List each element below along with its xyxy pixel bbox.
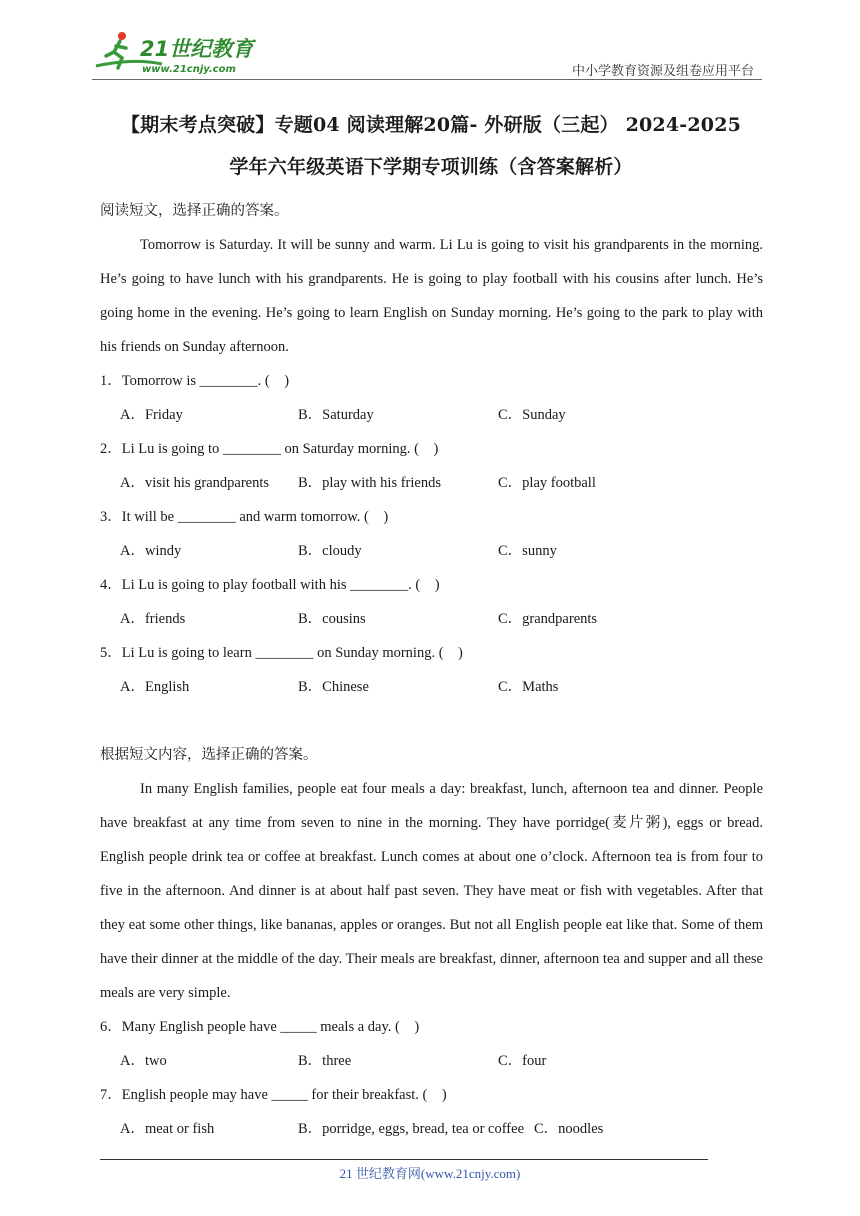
option-a[interactable]: A．meat or fish [120, 1121, 215, 1137]
logo-text: 21世纪教育 [140, 37, 254, 61]
question-2: 2．Li Lu is going to ________ on Saturday morning. ( ) [100, 441, 439, 457]
footer-divider [100, 1159, 708, 1160]
option-a[interactable]: A．Friday [120, 407, 183, 423]
option-c[interactable]: C．play football [498, 475, 596, 491]
option-c[interactable]: C．noodles [534, 1121, 604, 1137]
option-c[interactable]: C．Maths [498, 679, 559, 695]
option-b[interactable]: B．porridge, eggs, bread, tea or coffee [298, 1121, 525, 1137]
question-3-options [100, 534, 763, 568]
logo [92, 28, 262, 76]
question-6: 6．Many English people have _____ meals a day. ( ) [100, 1019, 420, 1035]
passage2-instruction: 根据短文内容，选择正确的答案。 [100, 747, 318, 763]
passage1-text: Tomorrow is Saturday. It will be sunny and warm. Li Lu is going to visit his grandparents in the morning. He’s going to have lunch with his grandparents. He is going to play football with his cousins after lunch. He’s going home in the evening. He’s going to learn English on Sunday morning. He’s going to the park to play with his friends on Sunday afternoon. [100, 237, 763, 355]
header-divider [92, 79, 762, 80]
document-body [100, 194, 763, 1146]
option-a[interactable]: A．friends [120, 611, 186, 627]
document-title [100, 104, 762, 188]
option-c[interactable]: C．grandparents [498, 611, 598, 627]
question-1: 1．Tomorrow is ________. ( ) [100, 373, 290, 389]
page-header [0, 0, 860, 80]
question-3: 3．It will be ________ and warm tomorrow. ( ) [100, 509, 389, 525]
platform-name: 中小学教育资源及组卷应用平台 [571, 63, 754, 78]
option-c[interactable]: C．sunny [498, 543, 557, 559]
passage1-instruction: 阅读短文，选择正确的答案。 [100, 203, 289, 219]
question-5-options [100, 670, 763, 704]
option-b[interactable]: B．play with his friends [298, 475, 441, 491]
question-4: 4．Li Lu is going to play football with his ________. ( ) [100, 577, 440, 593]
option-b[interactable]: B．three [298, 1053, 352, 1069]
footer-link[interactable]: 21 世纪教育网(www.21cnjy.com) [339, 1166, 521, 1181]
title-line-1: 【期末考点突破】专题04 阅读理解20篇- 外研版（三起） 2024-2025 [120, 114, 742, 136]
question-6-options [100, 1044, 763, 1078]
logo-graphic [92, 28, 262, 76]
option-c[interactable]: C．Sunday [498, 407, 566, 423]
option-c[interactable]: C．four [498, 1053, 547, 1069]
option-b[interactable]: B．Saturday [298, 407, 374, 423]
option-a[interactable]: A．visit his grandparents [120, 475, 270, 491]
title-line-2: 学年六年级英语下学期专项训练（含答案解析） [229, 156, 633, 178]
option-a[interactable]: A．English [120, 679, 190, 695]
option-b[interactable]: B．cloudy [298, 543, 362, 559]
question-5: 5．Li Lu is going to learn ________ on Sunday morning. ( ) [100, 645, 463, 661]
question-7-options [100, 1112, 763, 1146]
question-1-options [100, 398, 763, 432]
logo-url: www.21cnjy.com [142, 64, 236, 75]
option-b[interactable]: B．cousins [298, 611, 366, 627]
option-a[interactable]: A．windy [120, 543, 182, 559]
passage2-text: In many English families, people eat four meals a day: breakfast, lunch, afternoon tea and dinner. People have breakfast at any time from seven to nine in the morning. They have porridge(麦片粥), eggs or bread. English people drink tea or coffee at breakfast. Lunch comes at about one o’clock. Afternoon tea is from four to five in the afternoon. And dinner is at about half past seven. They have meat or fish with vegetables. After that they eat some other things, like bananas, apples or oranges. But not all English people eat like that. Some of them have their dinner at the middle of the day. Their meals are breakfast, dinner, afternoon tea and supper and all these meals are very simple. [100, 781, 763, 1001]
question-2-options [100, 466, 763, 500]
question-7: 7．English people may have _____ for their breakfast. ( ) [100, 1087, 447, 1103]
option-a[interactable]: A．two [120, 1053, 167, 1069]
section-spacer [100, 704, 763, 738]
option-b[interactable]: B．Chinese [298, 679, 369, 695]
question-4-options [100, 602, 763, 636]
